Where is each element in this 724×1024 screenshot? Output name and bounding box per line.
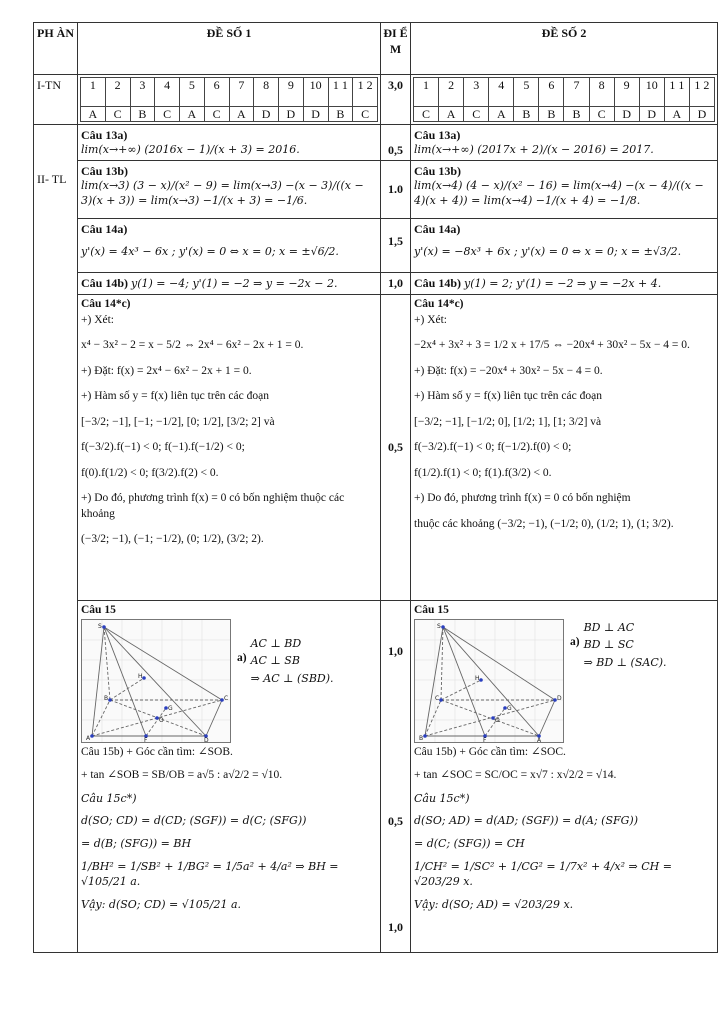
header-diem: ĐI Ể M bbox=[381, 23, 411, 75]
q14c-de1-lines bbox=[81, 313, 377, 548]
q15-de1-c-line: d(SO; CD) = d(CD; (SGF)) = d(C; (SFG)) bbox=[81, 814, 307, 828]
tn-de2-answer-cell: D bbox=[614, 107, 639, 122]
q14b-de1-body: y(1) = −4; y'(1) = −2 ⇒ y = −2x − 2. bbox=[131, 277, 338, 291]
tn-de1-answer-cell: A bbox=[229, 107, 254, 122]
q15-de1-c-line: = d(B; (SFG)) = BH bbox=[81, 837, 192, 851]
tn-de2-answer-cell: B bbox=[539, 107, 564, 122]
q14a-de2-label: Câu 14a) bbox=[414, 222, 461, 237]
tn-de2-answer-cell: D bbox=[639, 107, 664, 122]
q15-de2-c-line: = d(C; (SFG)) = CH bbox=[414, 837, 525, 851]
q15-de2-b-line: + tan ∠SOC = SC/OC = x√7 : x√2/2 = √14. bbox=[414, 769, 617, 782]
q15-de1-a bbox=[237, 637, 334, 691]
q14c-de1-line: +) Hàm số y = f(x) liên tục trên các đoạn bbox=[81, 390, 269, 403]
tn-phan: I-TN bbox=[34, 75, 78, 125]
tl-13a-de2 bbox=[411, 125, 718, 161]
tn-de1-number-cell: 3 bbox=[130, 78, 155, 107]
fig1-label-c: C bbox=[224, 694, 229, 702]
fig1-label-h: H bbox=[138, 672, 143, 680]
tl-14b-de2 bbox=[411, 273, 718, 295]
tn-de2-answer-cell: B bbox=[514, 107, 539, 122]
fig1-label-f: F bbox=[144, 736, 148, 743]
tn-de2-number-cell: 5 bbox=[514, 78, 539, 107]
q15-de1-conclusion: Vậy: d(SO; CD) = √105/21 a. bbox=[81, 897, 242, 911]
tn-de2-number-cell: 1 1 bbox=[664, 78, 689, 107]
tl-14b-de1 bbox=[78, 273, 381, 295]
fig1-label-b: B bbox=[104, 694, 109, 702]
tl-14c-de1 bbox=[78, 295, 381, 601]
q14a-de2-body: y'(x) = −8x³ + 6x ; y'(x) = 0 ⇔ x = 0; x = ±√3/2. bbox=[414, 245, 682, 259]
q13a-de1-body: lim(x→+∞) (2016x − 1)/(x + 3) = 2016. bbox=[81, 143, 300, 157]
q15-de2-c-line: 1/CH² = 1/SC² + 1/CG² = 1/7x² + 4/x² ⇒ CH = √203/29 x. bbox=[414, 860, 672, 888]
q14c-de1-line: +) Do đó, phương trình f(x) = 0 có bốn nghiệm thuộc các khoảng bbox=[81, 492, 345, 520]
tn-de1-answer-cell: D bbox=[279, 107, 304, 122]
q13b-de2-label: Câu 13b) bbox=[414, 164, 462, 179]
tl-row-13b bbox=[34, 161, 718, 219]
header-de1: ĐỀ SỐ 1 bbox=[78, 23, 381, 75]
fig1-label-d: D bbox=[204, 736, 209, 743]
tl-row-14c bbox=[34, 295, 718, 601]
q15-de1-a-label: a) bbox=[237, 651, 247, 664]
tn-de2-number-cell: 7 bbox=[564, 78, 589, 107]
tl-row-14a bbox=[34, 219, 718, 273]
tn-de2-answer-cell: A bbox=[489, 107, 514, 122]
q14b-de2-body: y(1) = 2; y'(1) = −2 ⇒ y = −2x + 4. bbox=[464, 277, 662, 291]
q14c-de2-line: +) Do đó, phương trình f(x) = 0 có bốn nghiệm bbox=[414, 492, 631, 505]
tl-13a-de1 bbox=[78, 125, 381, 161]
fig2-label-a: A bbox=[537, 736, 542, 743]
q15-de1-b-line: Câu 15b) + Góc cần tìm: ∠SOB. bbox=[81, 745, 233, 758]
q14c-de2-label: Câu 14*c) bbox=[414, 298, 464, 311]
q14c-de2-lines bbox=[414, 313, 714, 533]
tn-de2-number-cell: 4 bbox=[489, 78, 514, 107]
q15-de2-a-label: a) bbox=[570, 635, 580, 648]
tn-de2-grid bbox=[413, 77, 715, 122]
tl-15-de1 bbox=[78, 601, 381, 953]
q14c-de1-line: +) Xét: bbox=[81, 313, 114, 326]
tn-de1-answer-cell: A bbox=[180, 107, 205, 122]
tn-de1-answer-cell: C bbox=[204, 107, 229, 122]
q13a-de2-label: Câu 13a) bbox=[414, 128, 461, 142]
q15-de2-label: Câu 15 bbox=[414, 604, 449, 617]
tn-de1-number-cell: 6 bbox=[204, 78, 229, 107]
tl-13b-de1 bbox=[78, 161, 381, 219]
tn-de1-number-cell: 9 bbox=[279, 78, 304, 107]
tn-de1-grid bbox=[80, 77, 378, 122]
fig2-label-f: F bbox=[483, 736, 487, 743]
fig2-label-o: O bbox=[495, 716, 500, 724]
q13b-de2-body: lim(x→4) (4 − x)/(x² − 16) = lim(x→4) −(x − 4)/((x − 4)(x + 4)) = lim(x→4) −1/(x + 4) = −1/8. bbox=[414, 179, 704, 208]
q15-de2-a-line: BD ⊥ AC bbox=[583, 620, 635, 634]
fig2-label-s: S bbox=[437, 622, 441, 630]
q15-de2-c-line-list bbox=[414, 792, 714, 890]
fig1-label-g: G bbox=[168, 704, 173, 712]
tn-de1-number-cell: 8 bbox=[254, 78, 279, 107]
header-de2: ĐỀ SỐ 2 bbox=[411, 23, 718, 75]
tn-row bbox=[34, 75, 718, 125]
pyramid-figure-de2 bbox=[414, 619, 564, 743]
tn-de1-number-cell: 1 1 bbox=[328, 78, 353, 107]
q15-de2-a-line: BD ⊥ SC bbox=[583, 638, 634, 652]
q14c-de2-line: +) Đặt: f(x) = −20x⁴ + 30x² − 5x − 4 = 0. bbox=[414, 364, 603, 377]
q13b-de1-label: Câu 13b) bbox=[81, 164, 129, 179]
tn-de2-answer-cell: C bbox=[414, 107, 439, 122]
tn-de2-answer-cell: C bbox=[464, 107, 489, 122]
tn-de1-answer-cell: B bbox=[130, 107, 155, 122]
q14c-de2-line: +) Hàm số y = f(x) liên tục trên các đoạn bbox=[414, 390, 602, 403]
q14a-de1-body: y'(x) = 4x³ − 6x ; y'(x) = 0 ⇔ x = 0; x = ±√6/2. bbox=[81, 245, 339, 259]
q14c-de2-line: +) Xét: bbox=[414, 313, 447, 326]
tn-de1-number-row bbox=[81, 78, 378, 107]
answer-sheet bbox=[33, 22, 717, 953]
tn-de2-answer-cell: D bbox=[689, 107, 714, 122]
tl-row-15 bbox=[34, 601, 718, 953]
q14c-de1-line: f(0).f(1/2) < 0; f(3/2).f(2) < 0. bbox=[81, 466, 219, 479]
tl-14a-de2 bbox=[411, 219, 718, 273]
tl-14a-points: 1,5 bbox=[381, 219, 411, 273]
tn-de1-answer-cell: C bbox=[155, 107, 180, 122]
tn-de2-answer-cell: B bbox=[564, 107, 589, 122]
q14b-de1-label: Câu 14b) bbox=[81, 276, 129, 291]
q14c-de2-line: −2x⁴ + 3x² + 3 = 1/2 x + 17/5 ⇔ −20x⁴ + 30x² − 5x − 4 = 0. bbox=[414, 339, 690, 352]
tn-de2-number-cell: 10 bbox=[639, 78, 664, 107]
tn-de1-number-cell: 4 bbox=[155, 78, 180, 107]
q14b-de2-label: Câu 14b) bbox=[414, 276, 462, 291]
q14c-de1-line: (−3/2; −1), (−1; −1/2), (0; 1/2), (3/2; 2). bbox=[81, 533, 264, 546]
fig1-label-a: A bbox=[86, 734, 91, 742]
tn-de2-number-cell: 1 bbox=[414, 78, 439, 107]
tn-de2-number-row bbox=[414, 78, 715, 107]
q13b-de1-body: lim(x→3) (3 − x)/(x² − 9) = lim(x→3) −(x − 3)/((x − 3)(x + 3)) = lim(x→3) −1/(x + 3) = −1/6. bbox=[81, 179, 364, 208]
q15-de2-b-line: Câu 15b) + Góc cần tìm: ∠SOC. bbox=[414, 745, 566, 758]
q14c-de1-line: x⁴ − 3x² − 2 = x − 5/2 ⇔ 2x⁴ − 6x² − 2x + 1 = 0. bbox=[81, 339, 304, 352]
q15-de2-a-line-list bbox=[584, 621, 667, 675]
tn-points: 3,0 bbox=[381, 75, 411, 125]
fig2-label-b: B bbox=[419, 734, 424, 742]
tl-15-points-c: 0,5 bbox=[388, 814, 403, 829]
tl-15-de2 bbox=[411, 601, 718, 953]
tn-de1-number-cell: 10 bbox=[303, 78, 328, 107]
q15-de2-conclusion: Vậy: d(SO; AD) = √203/29 x. bbox=[414, 897, 574, 911]
tl-15-points-end: 1,0 bbox=[388, 920, 403, 935]
tn-de2-number-cell: 1 2 bbox=[689, 78, 714, 107]
tn-de2-answer-cell: C bbox=[589, 107, 614, 122]
tl-14a-de1 bbox=[78, 219, 381, 273]
tn-de1-answer-row bbox=[81, 107, 378, 122]
header-row bbox=[34, 23, 718, 75]
tn-de1-cell bbox=[78, 75, 381, 125]
tn-de1-answer-cell: C bbox=[353, 107, 378, 122]
q15-de1-b-line-list bbox=[81, 745, 377, 784]
tn-de1-answer-cell: B bbox=[328, 107, 353, 122]
tn-de1-answer-cell: A bbox=[81, 107, 106, 122]
q15-de1-b-line: + tan ∠SOB = SB/OB = a√5 : a√2/2 = √10. bbox=[81, 769, 283, 782]
tn-de2-number-cell: 2 bbox=[439, 78, 464, 107]
tn-de1-answer-cell: D bbox=[303, 107, 328, 122]
tn-de1-number-cell: 7 bbox=[229, 78, 254, 107]
tn-de2-number-cell: 3 bbox=[464, 78, 489, 107]
q14c-de2-line: [−3/2; −1], [−1/2; 0], [1/2; 1], [1; 3/2] và bbox=[414, 415, 602, 428]
q14c-de2-line: f(−3/2).f(−1) < 0; f(−1/2).f(0) < 0; bbox=[414, 441, 572, 454]
q14a-de1-label: Câu 14a) bbox=[81, 222, 128, 237]
q15-de1-a-line: AC ⊥ BD bbox=[250, 636, 302, 650]
tl-14c-points: 0,5 bbox=[381, 295, 411, 601]
tl-row-13a bbox=[34, 125, 718, 161]
header-phan: PH ÀN bbox=[34, 23, 78, 75]
q15-de1-label: Câu 15 bbox=[81, 604, 116, 617]
q15-de1-a-line: AC ⊥ SB bbox=[250, 654, 300, 668]
q14c-de2-line: f(1/2).f(1) < 0; f(1).f(3/2) < 0. bbox=[414, 466, 552, 479]
q14c-de1-line: [−3/2; −1], [−1; −1/2], [0; 1/2], [3/2; 2] và bbox=[81, 415, 275, 428]
tn-de1-answer-cell: D bbox=[254, 107, 279, 122]
tl-phan bbox=[34, 125, 78, 953]
tl-row-14b bbox=[34, 273, 718, 295]
tn-de2-cell bbox=[411, 75, 718, 125]
fig2-label-h: H bbox=[475, 674, 480, 682]
tl-13b-de2 bbox=[411, 161, 718, 219]
fig2-label-c: C bbox=[435, 694, 440, 702]
q15-de1-c-line: Câu 15c*) bbox=[81, 791, 137, 805]
tn-de2-answer-cell: A bbox=[664, 107, 689, 122]
q15-de2-b-line-list bbox=[414, 745, 714, 784]
tl-13a-points: 0,5 bbox=[381, 125, 411, 161]
answer-table bbox=[33, 22, 718, 953]
tn-de2-number-cell: 9 bbox=[614, 78, 639, 107]
tl-13b-points: 1.0 bbox=[381, 161, 411, 219]
tl-14c-de2 bbox=[411, 295, 718, 601]
q15-de1-c-line-list bbox=[81, 792, 377, 890]
q15-de2-c-line: d(SO; AD) = d(AD; (SGF)) = d(A; (SFG)) bbox=[414, 814, 639, 828]
tn-de1-answer-cell: C bbox=[105, 107, 130, 122]
tn-de2-answer-cell: A bbox=[439, 107, 464, 122]
q15-de1-a-line-list bbox=[251, 637, 334, 691]
q15-de2-c-line: Câu 15c*) bbox=[414, 791, 470, 805]
tl-15-points-a: 1,0 bbox=[388, 644, 403, 659]
q15-de2-a-line: ⇒ BD ⊥ (SAC). bbox=[583, 656, 667, 670]
q14c-de1-label: Câu 14*c) bbox=[81, 298, 131, 311]
q15-de1-c-line: 1/BH² = 1/SB² + 1/BG² = 1/5a² + 4/a² ⇒ BH = √105/21 a. bbox=[81, 860, 339, 888]
q14c-de2-line: thuộc các khoảng (−3/2; −1), (−1/2; 0), (1/2; 1), (1; 3/2). bbox=[414, 517, 674, 530]
tn-de1-number-cell: 5 bbox=[180, 78, 205, 107]
tn-de1-number-cell: 1 bbox=[81, 78, 106, 107]
pyramid-figure-de1 bbox=[81, 619, 231, 743]
tl-phan-label: II- TL bbox=[37, 172, 67, 186]
q13a-de2-body: lim(x→+∞) (2017x + 2)/(x − 2016) = 2017. bbox=[414, 143, 654, 157]
q15-de1-a-line: ⇒ AC ⊥ (SBD). bbox=[250, 672, 334, 686]
tn-de1-number-cell: 2 bbox=[105, 78, 130, 107]
q14c-de1-line: f(−3/2).f(−1) < 0; f(−1).f(−1/2) < 0; bbox=[81, 441, 245, 454]
q13a-de1-label: Câu 13a) bbox=[81, 128, 128, 142]
tl-15-points bbox=[381, 601, 411, 953]
fig1-label-s: S bbox=[98, 622, 102, 630]
tn-de1-number-cell: 1 2 bbox=[353, 78, 378, 107]
fig1-label-o: O bbox=[159, 716, 164, 724]
tn-de2-number-cell: 6 bbox=[539, 78, 564, 107]
tn-de2-answer-row bbox=[414, 107, 715, 122]
q15-de2-a bbox=[570, 621, 667, 675]
fig2-label-g: G bbox=[507, 704, 512, 712]
q14c-de1-line: +) Đặt: f(x) = 2x⁴ − 6x² − 2x + 1 = 0. bbox=[81, 364, 252, 377]
tn-de2-number-cell: 8 bbox=[589, 78, 614, 107]
tl-14b-points: 1,0 bbox=[381, 273, 411, 295]
fig2-label-d: D bbox=[557, 694, 562, 702]
